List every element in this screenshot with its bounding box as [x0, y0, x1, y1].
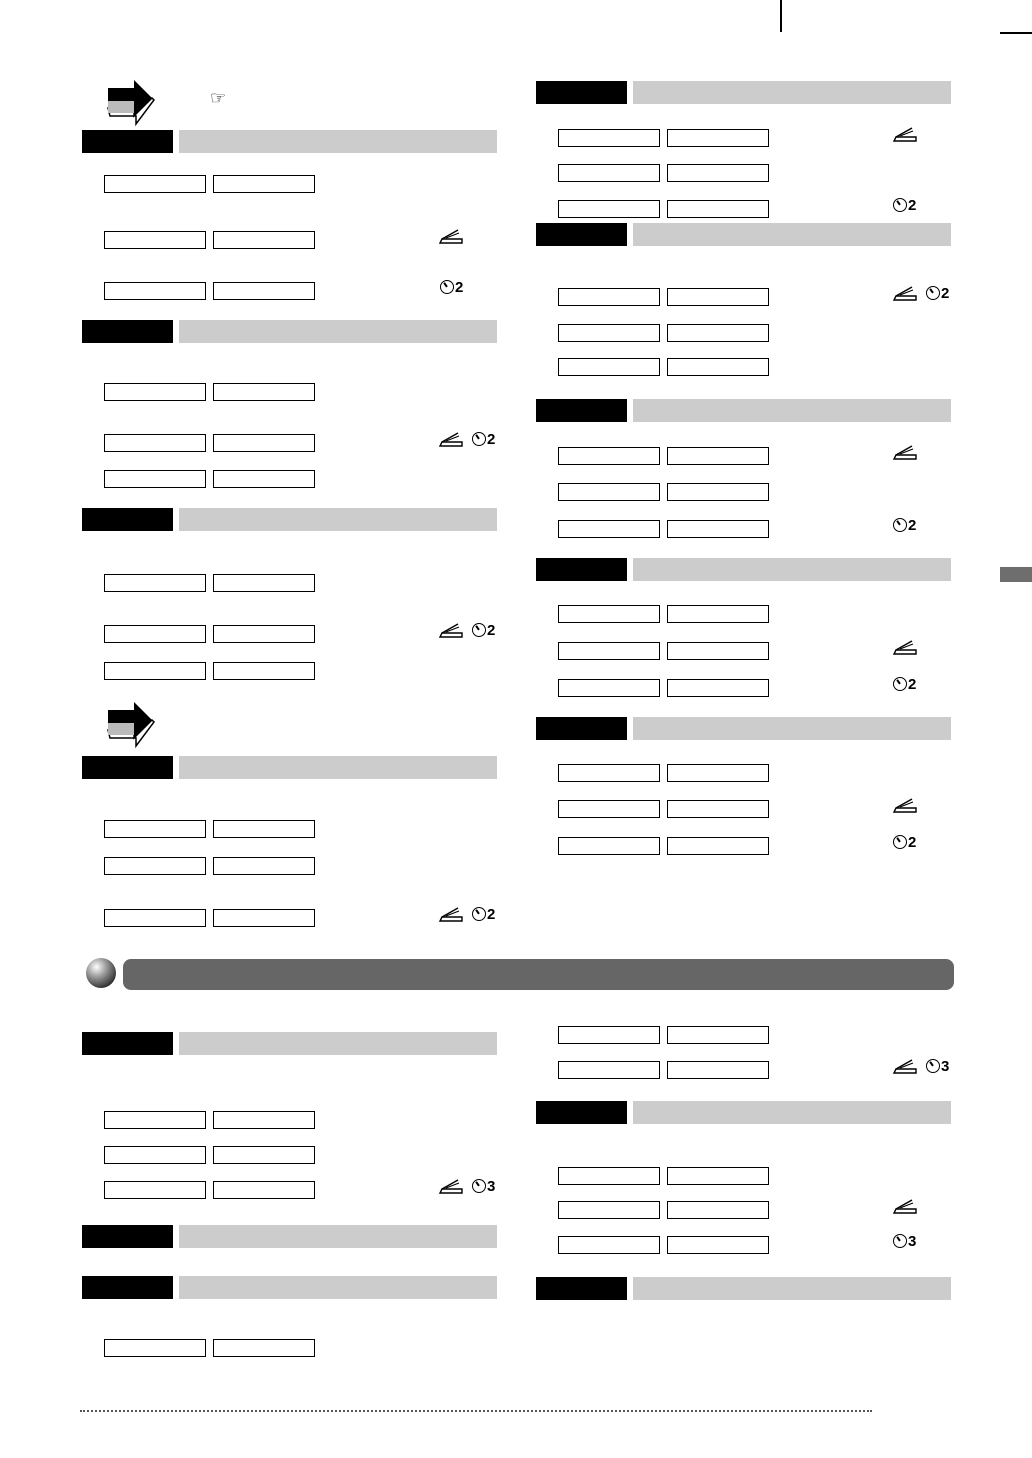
param-row [82, 662, 497, 680]
expression-pedal-icon [438, 227, 464, 247]
section-header [82, 1276, 497, 1299]
section-r1 [536, 81, 951, 214]
section-l7 [82, 1276, 497, 1299]
param-row [536, 129, 951, 147]
section-header [536, 717, 951, 740]
section-r4 [536, 558, 951, 693]
section-r7 [536, 1101, 951, 1250]
footer-divider [80, 1410, 872, 1412]
expression-pedal-icon [892, 638, 918, 658]
expression-pedal-icon [892, 796, 918, 816]
param-row [82, 574, 497, 592]
expression-pedal-icon [438, 621, 464, 641]
tempo-clock-icon: 3 [893, 1231, 916, 1251]
pointing-hand-icon: ☞ [210, 88, 227, 108]
param-row [536, 164, 951, 182]
tempo-clock-icon: 2 [472, 620, 495, 640]
section-header [82, 130, 497, 153]
param-name-box [104, 175, 206, 193]
section-header [82, 320, 497, 343]
param-name-box [104, 231, 206, 249]
param-row [536, 605, 951, 623]
section-l4 [82, 756, 497, 923]
param-row [82, 278, 497, 300]
param-row [82, 175, 497, 193]
section-l1 [82, 130, 497, 296]
tempo-clock-icon: 2 [893, 515, 916, 535]
tempo-clock-icon: 2 [472, 429, 495, 449]
section-header [82, 1032, 497, 1055]
param-row [536, 1201, 951, 1219]
param-row [82, 820, 497, 838]
param-row [536, 324, 951, 342]
section-header [536, 558, 951, 581]
param-row [536, 1167, 951, 1185]
tempo-clock-icon: 2 [926, 283, 949, 303]
param-row [82, 857, 497, 875]
expression-pedal-icon [892, 1057, 918, 1077]
chapter-banner [123, 959, 954, 990]
section-r2 [536, 223, 951, 302]
param-row [82, 1339, 497, 1357]
section-header [82, 756, 497, 779]
param-row [536, 1026, 951, 1044]
param-row [82, 1111, 497, 1129]
param-row [82, 1146, 497, 1164]
expression-pedal-icon [438, 430, 464, 450]
crop-mark-top [780, 0, 782, 32]
param-row [82, 430, 497, 452]
param-name-box [104, 282, 206, 300]
section-header [536, 81, 951, 104]
section-l2 [82, 320, 497, 448]
section-r5 [536, 717, 951, 851]
side-index-tab [1000, 567, 1032, 582]
tempo-clock-icon: 2 [893, 832, 916, 852]
section-header [536, 399, 951, 422]
param-row [82, 231, 497, 249]
sphere-bullet-icon [86, 958, 116, 988]
tempo-clock-icon: 2 [893, 195, 916, 215]
section-l5 [82, 1032, 497, 1195]
tempo-clock-icon: 3 [472, 1176, 495, 1196]
section-l6 [82, 1225, 497, 1248]
param-row [82, 621, 497, 643]
param-row [536, 1232, 951, 1254]
param-row [536, 196, 951, 218]
crop-mark-right [1000, 32, 1032, 34]
param-row [536, 675, 951, 697]
section-header [536, 223, 951, 246]
expression-pedal-icon [892, 125, 918, 145]
param-row [82, 1177, 497, 1199]
param-row [536, 764, 951, 782]
param-row [536, 516, 951, 538]
section-header [82, 1225, 497, 1248]
section-header [82, 508, 497, 531]
expression-pedal-icon [892, 284, 918, 304]
expression-pedal-icon [438, 905, 464, 925]
param-row [82, 470, 497, 488]
param-range-box [213, 231, 315, 249]
param-range-box [213, 175, 315, 193]
param-row [536, 1057, 951, 1079]
expression-pedal-icon [438, 1177, 464, 1197]
tempo-clock-icon: 2 [472, 904, 495, 924]
section-header [536, 1101, 951, 1124]
right-arrow-icon [106, 700, 156, 750]
tempo-clock-icon: 2 [893, 674, 916, 694]
expression-pedal-icon [892, 443, 918, 463]
right-arrow-icon [106, 78, 156, 128]
param-row [536, 642, 951, 660]
param-row [536, 483, 951, 501]
param-row [82, 905, 497, 927]
expression-pedal-icon [892, 1197, 918, 1217]
section-r3 [536, 399, 951, 534]
section-r8 [536, 1277, 951, 1300]
param-row [536, 358, 951, 376]
param-row [536, 800, 951, 818]
param-range-box [213, 282, 315, 300]
section-header [536, 1277, 951, 1300]
param-row [536, 447, 951, 465]
param-row [82, 383, 497, 401]
param-row [536, 284, 951, 306]
section-l3 [82, 508, 497, 639]
tempo-clock-icon: 3 [926, 1056, 949, 1076]
tempo-clock-icon: 2 [440, 277, 463, 297]
param-row [536, 833, 951, 855]
